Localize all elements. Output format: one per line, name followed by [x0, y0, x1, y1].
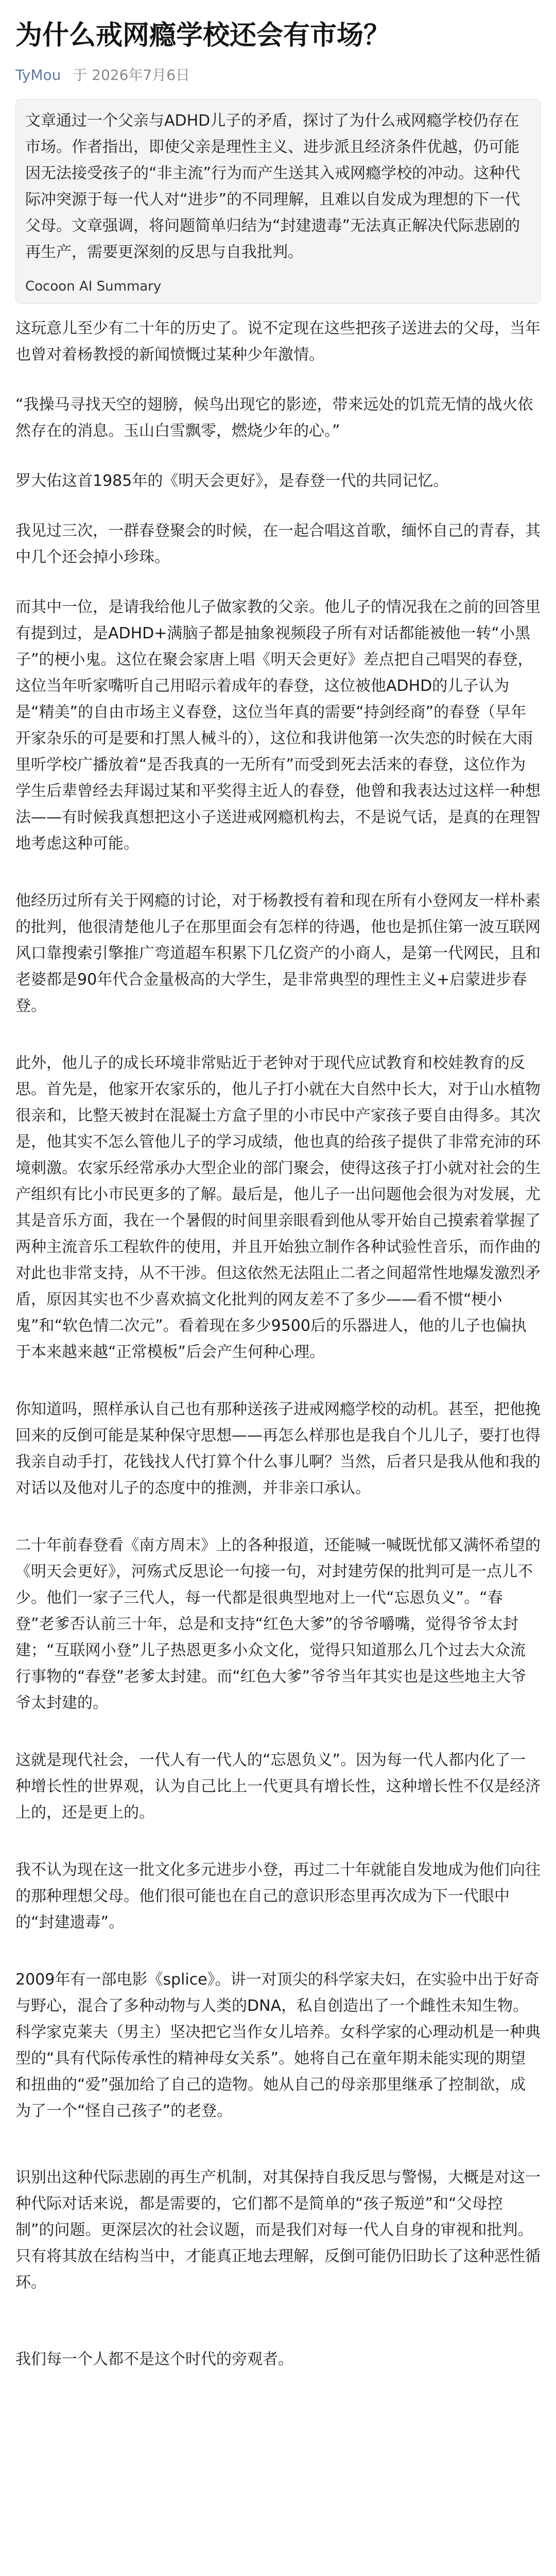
paragraph: 此外，他儿子的成长环境非常贴近于老钟对于现代应试教育和校娃教育的反思。首先是，他家开农家乐的，他儿子打小就在大自然中长大，对于山水植物很亲和，比整天被封在混凝土方盒子里的小市民中产家孩子要自由得多。其次是，他其实不怎么管他儿子的学习成绩，他也真的给孩子提供了非常充沛的环境刺激。农家乐经常承办大型企业的部门聚会，使得这孩子打小就对社会的生产组织有比小市民更多的了解。最后是，他儿子一出问题他会很为对发展，尤其是音乐方面，我在一个暑假的时间里亲眼看到他从零开始自己摸索着掌握了两种主流音乐工程软件的使用，并且开始独立制作各种试验性音乐，而作曲的对此也非常支持，从不干涉。但这依然无法阻止二者之间超常性地爆发激烈矛盾，原因其实也不少喜欢搞文化批判的网友差不了多少——看不惯“梗小鬼”和“软色情二次元”。看着现在多少9500后的乐器进人，他的儿子也偏执于本来越来越“正常模板”后会产生何种心理。: [15, 1054, 541, 1361]
paragraph: 他经历过所有关于网瘾的讨论，对于杨教授有着和现在所有小登网友一样朴素的批判，他很清楚他儿子在那里面会有怎样的待遇，他也是抓住第一波互联网风口靠搜索引擎推广弯道超车积累下几亿资产的小商人，是第一代网民，且和老婆都是90年代合金量极高的大学生，是非常典型的理性主义+启蒙进步春登。: [15, 892, 541, 1015]
paragraph: 二十年前春登看《南方周末》上的各种报道，还能喊一喊既忧郁又满怀希望的《明天会更好》，河殇式反思论一句接一句，对封建劳保的批判可是一点儿不少。他们一家子三代人，每一代都是很典型地对上一代“忘恩负义”。“春登”老爹否认前三十年，总是和支持“红色大爹”的爷爷嚼嘴，觉得爷爷太封建；“互联网小登”儿子热恩更多小众文化，觉得只知道那么几个过去大众流行事物的“春登”老爹太封建。而“红色大爹”爷爷当年其实也是这些地主大爷爷太封建的。: [15, 1536, 541, 1712]
paragraph: 2009年有一部电影《splice》。讲一对顶尖的科学家夫妇，在实验中出于好奇与野心，混合了多种动物与人类的DNA，私自创造出了一个雌性未知生物。科学家克莱夫（男主）坚决把它当作女儿培养。女科学家的心理动机是一种典型的“具有代际传承性的精神母女关系”。她将自己在童年期未能实现的期望和扭曲的“爱”强加给了自己的造物。她从自己的母亲那里继承了控制欲，成为了一个“怪自己孩子”的老登。: [15, 1971, 541, 2120]
article-body: [15, 315, 541, 2372]
paragraph: 这就是现代社会，一代人有一代人的“忘恩负义”。因为每一代人都内化了一种增长性的世界观，认为自己比上一代更具有增长性，这种增长性不仅是经济上的，还是更上的。: [15, 1751, 541, 1822]
paragraph: 我不认为现在这一批文化多元进步小登，再过二十年就能自发地成为他们向往的那种理想父母。他们很可能也在自己的意识形态里再次成为下一代眼中的“封建遗毒”。: [15, 1861, 541, 1931]
ai-summary-box: [15, 99, 541, 304]
article-title: 为什么戒网瘾学校还会有市场？: [15, 20, 391, 51]
paragraph: 罗大佑这首1985年的《明天会更好》，是春登一代的共同记忆。: [15, 472, 449, 490]
paragraph: 识别出这种代际悲剧的再生产机制，对其保持自我反思与警惕，大概是对这一种代际对话来说，都是需要的，它们都不是简单的“孩子叛逆”和“父母控制”的问题。更深层次的社会议题，而是我们对每一代人自身的审视和批判。只有将其放在结构当中，才能真正地去理解，反倒可能仍旧助长了这种恶性循环。: [15, 2168, 541, 2292]
paragraph: 这玩意儿至少有二十年的历史了。说不定现在这些把孩子送进去的父母，当年也曾对着杨教授的新闻愤慨过某种少年激情。: [15, 319, 541, 364]
article-meta: [15, 65, 541, 86]
paragraph: 你知道吗，照样承认自己也有那种送孩子进戒网瘾学校的动机。甚至，把他挽回来的反倒可能是某种保守思想——再怎么样那也是我自个儿儿子，要打也得我亲自动手打，花钱找人代打算个什么事儿啊？当然，后者只是我从他和我的对话以及他对儿子的态度中的推测，并非亲口承认。: [15, 1400, 541, 1497]
summary-text: 文章通过一个父亲与ADHD儿子的矛盾，探讨了为什么戒网瘾学校仍存在市场。作者指出，即使父亲是理性主义、进步派且经济条件优越，仍可能因无法接受孩子的“非主流”行为而产生送其入戒网瘾学校的冲动。这种代际冲突源于每一代人对“进步”的不同理解，且难以自发成为理想的下一代父母。文章强调，将问题简单归结为“封建遗毒”无法真正解决代际悲剧的再生产，需要更深刻的反思与自我批判。: [25, 112, 520, 261]
summary-signature: Cocoon AI Summary: [25, 279, 162, 294]
paragraph: 我见过三次，一群春登聚会的时候，在一起合唱这首歌，缅怀自己的青春，其中几个还会掉小珍珠。: [15, 522, 541, 566]
publish-date: 于 2026年7月6日: [73, 66, 190, 83]
paragraph: “我操马寻找天空的翅膀，候鸟出现它的影迹，带来远处的饥荒无情的战火依然存在的消息。玉山白雪飘零，燃烧少年的心。”: [15, 396, 533, 440]
author-link[interactable]: TyMou: [15, 66, 61, 83]
paragraph: 我们每一个人都不是这个时代的旁观者。: [15, 2350, 293, 2368]
paragraph: 而其中一位，是请我给他儿子做家教的父亲。他儿子的情况我在之前的回答里有提到过，是ADHD+满脑子都是抽象视频段子所有对话都能被他一转“小黑子”的梗小鬼。这位在聚会家唐上唱《明天会更好》差点把自己唱哭的春登，这位当年听家嘴听自己用昭示着成年的春登，这位被他ADHD的儿子认为是“精美”的自由市场主义春登，这位当年真的需要“持剑经商”的春登（早年开家杂乐的可是要和打黑人械斗的），这位和我讲他第一次失恋的时候在大雨里听学校广播放着“是否我真的一无所有”而受到死去活来的春登，这位作为学生后辈曾经去拜谒过某和平奖得主近人的春登，他曾和我表达过这样一种想法——有时候我真想把这小子送进戒网瘾机构去，不是说气话，是真的在理智地考虑这种可能。: [15, 598, 541, 853]
